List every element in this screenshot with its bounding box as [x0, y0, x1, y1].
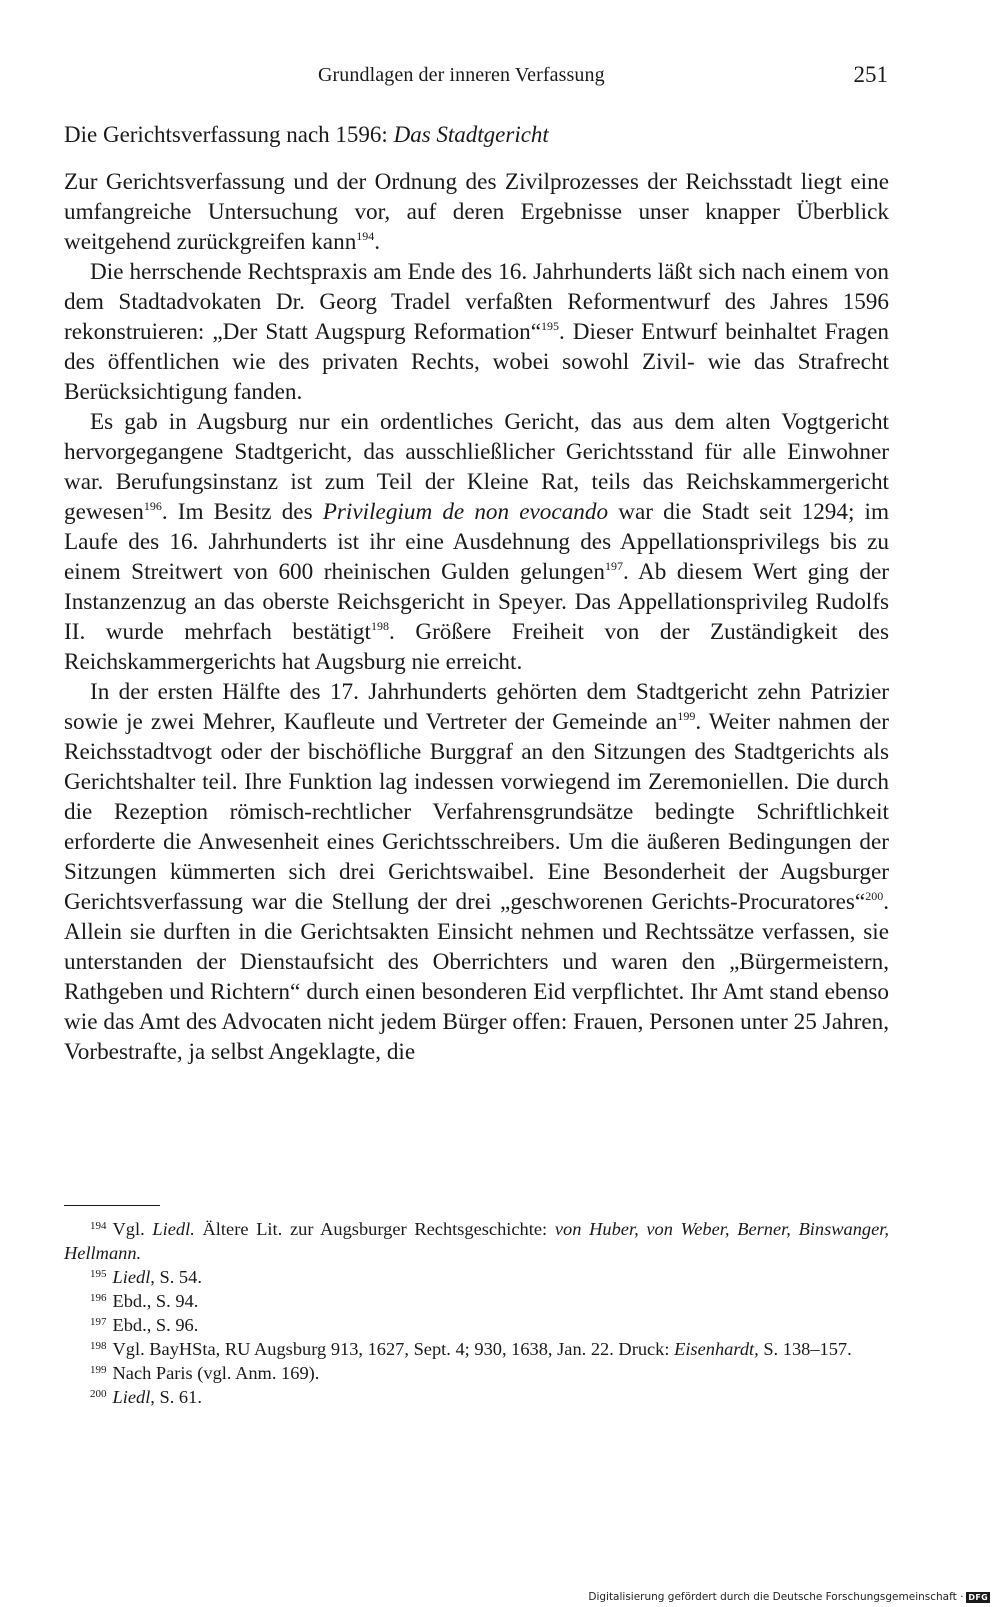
footnote-198	[64, 1337, 889, 1361]
paragraph-2	[64, 257, 889, 407]
footnote-text: S. 61.	[154, 1387, 202, 1407]
footnote-number: 199	[90, 1364, 107, 1376]
paragraph-text: . Allein sie durften in die Gerichtsakten Einsicht nehmen und Rechtssätze verfassen, sie unterstanden der Dienstaufsicht des Oberrichters und waren den „Bürgermeistern, Rathgeben und Richtern“ durch einen besonderen Eid verpflichtet. Ihr Amt stand ebenso wie das Amt des Advocaten nicht jedem Bürger offen: Frauen, Personen unter 25 Jahren, Vorbestrafte, ja selbst Angeklagte, die	[64, 889, 889, 1065]
paragraph-3	[64, 407, 889, 677]
footnote-author: Liedl,	[112, 1267, 155, 1287]
footnote-ref: 198	[370, 619, 389, 633]
footnote-author: Eisenhardt,	[674, 1339, 759, 1359]
page-number: 251	[853, 62, 888, 87]
footnote-195	[64, 1265, 889, 1289]
section-heading	[64, 122, 549, 148]
digitization-credit	[588, 1591, 990, 1603]
footnotes	[64, 1217, 889, 1409]
latin-term: Privilegium de non evocando	[322, 499, 609, 525]
footnote-number: 195	[90, 1268, 107, 1280]
paragraph-text: .	[374, 229, 381, 255]
main-text	[64, 167, 889, 1067]
section-heading-plain: Die Gerichtsverfassung nach 1596:	[64, 122, 394, 147]
footnote-ref: 194	[356, 229, 375, 243]
running-title: Grundlagen der inneren Verfassung	[318, 64, 605, 86]
footnote-text: Ebd., S. 94.	[112, 1291, 199, 1311]
footnote-author: von Huber, von Weber, Berner, Binswanger, Hellmann.	[64, 1219, 889, 1263]
footnote-199	[64, 1361, 889, 1385]
footnote-number: 196	[90, 1292, 107, 1304]
footnote-text: Ältere Lit. zur Augsburger Rechtsgeschichte:	[194, 1219, 555, 1239]
footnote-number: 197	[90, 1316, 107, 1328]
paragraph-text: Die herrschende Rechtspraxis am Ende des 16. Jahrhunderts läßt sich nach einem von dem Stadtadvokaten Dr. Georg Tradel verfaßten Reformentwurf des Jahres 1596 rekonstruieren: „Der Statt Augspurg Reformation“	[64, 259, 889, 345]
footnote-ref: 195	[541, 319, 560, 333]
footnote-text: S. 138–157.	[758, 1339, 852, 1359]
paragraph-text: In der ersten Hälfte des 17. Jahrhunderts gehörten dem Stadtgericht zehn Patrizier sowie je zwei Mehrer, Kaufleute und Vertreter der Gemeinde an	[64, 679, 889, 735]
footnote-text: S. 54.	[154, 1267, 202, 1287]
footnote-200	[64, 1385, 889, 1409]
paragraph-text: Es gab in Augsburg nur ein ordentliches Gericht, das aus dem alten Vogtgericht hervorgegangene Stadtgericht, das ausschließlicher Gerichtsstand für alle Einwohner war. Berufungsinstanz ist zum Teil der Kleine Rat, teils das Reichskammergericht gewesen	[64, 409, 889, 525]
paragraph-text: . Größere Freiheit von der Zuständigkeit des Reichskammergerichts hat Augsburg nie erreicht.	[64, 619, 889, 675]
footnote-text: Nach Paris (vgl. Anm. 169).	[112, 1363, 320, 1383]
footnote-author: Liedl.	[152, 1219, 195, 1239]
footnote-ref: 197	[604, 559, 623, 573]
dfg-logo-icon: DFG	[968, 1592, 988, 1602]
paragraph-text: war die Stadt seit 1294; im Laufe des 16. Jahrhunderts ist ihr eine Ausdehnung des Appellationsprivilegs bis zu einem Streitwert von 600 rheinischen Gulden gelungen	[64, 499, 890, 585]
footnote-ref: 199	[677, 709, 696, 723]
footnote-194	[64, 1217, 889, 1265]
footnote-text: Ebd., S. 96.	[112, 1315, 199, 1335]
paragraph-text: . Ab diesem Wert ging der Instanzenzug an das oberste Reichsgericht in Speyer. Das Appellationsprivileg Rudolfs II. wurde mehrfach bestätigt	[64, 559, 889, 645]
footnote-197	[64, 1313, 889, 1337]
footnote-ref: 200	[865, 889, 884, 903]
footnote-number: 200	[90, 1388, 107, 1400]
paragraph-text: . Weiter nahmen der Reichsstadtvogt oder der bischöfliche Burggraf an den Sitzungen des Stadtgerichts als Gerichtshalter teil. Ihre Funktion lag indessen vorwiegend im Zeremoniellen. Die durch die Rezeption römisch-rechtlicher Verfahrensgrundsätze bedingte Schriftlichkeit erforderte die Anwesenheit eines Gerichtsschreibers. Um die äußeren Bedingungen der Sitzungen kümmerten sich drei Gerichtswaibel. Eine Besonderheit der Augsburger Gerichtsverfassung war die Stellung der drei „geschworenen Gerichts-Procuratores“	[64, 709, 889, 915]
footnote-196	[64, 1289, 889, 1313]
footnote-number: 194	[90, 1220, 107, 1232]
paragraph-1	[64, 167, 889, 257]
credit-text: Digitalisierung gefördert durch die Deutsche Forschungsgemeinschaft ·	[588, 1591, 964, 1603]
paragraph-text: Zur Gerichtsverfassung und der Ordnung des Zivilprozesses der Reichsstadt liegt eine umfangreiche Untersuchung vor, auf deren Ergebnisse unser knapper Überblick weitgehend zurückgreifen kann	[64, 169, 889, 255]
paragraph-text: . Dieser Entwurf beinhaltet Fragen des öffentlichen wie des privaten Rechts, wobei sowohl Zivil- wie das Strafrecht Berücksichtigung fanden.	[64, 319, 889, 405]
paragraph-text: . Im Besitz des	[161, 499, 323, 525]
footnote-text: Vgl.	[112, 1219, 153, 1239]
footnote-author: Liedl,	[112, 1387, 155, 1407]
footnote-ref: 196	[143, 499, 162, 513]
footnote-divider	[64, 1205, 160, 1206]
section-heading-italic: Das Stadtgericht	[393, 122, 549, 147]
paragraph-4	[64, 677, 889, 1067]
footnote-text: Vgl. BayHSta, RU Augsburg 913, 1627, Sept. 4; 930, 1638, Jan. 22. Druck:	[112, 1339, 675, 1359]
footnote-number: 198	[90, 1340, 107, 1352]
